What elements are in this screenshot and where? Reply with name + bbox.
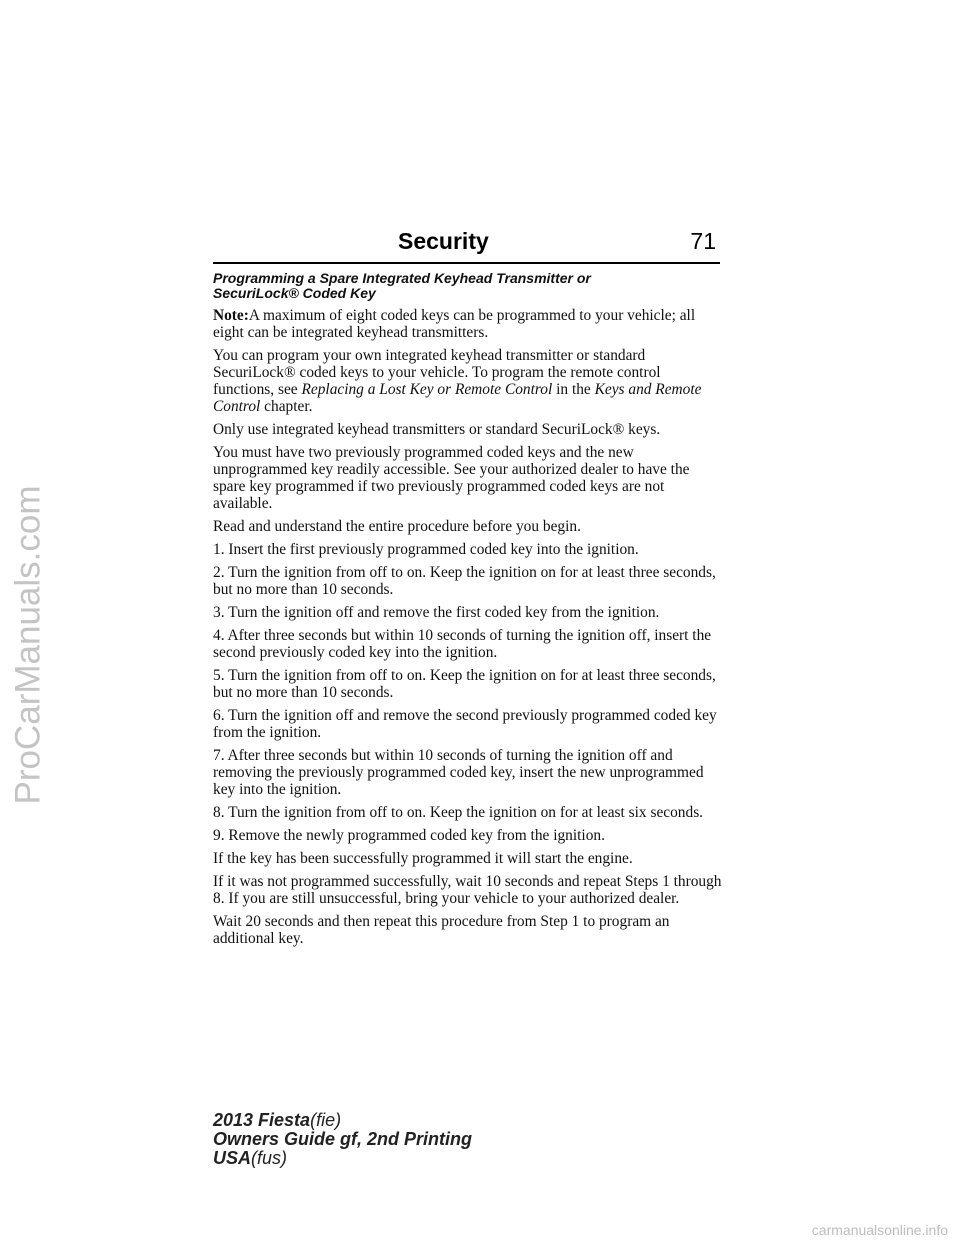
program-text-a: You can program your own integrated keyhead transmitter or standard SecuriLock® coded keys to your vehicle. To program the remote control functions, see (213, 347, 661, 398)
only-use-paragraph: Only use integrated keyhead transmitters or standard SecuriLock® keys. (213, 421, 661, 438)
note-label: Note: (213, 307, 249, 324)
step-5: 5. Turn the ignition from off to on. Keep the ignition on for at least three seconds, but no more than 10 seconds. (213, 667, 716, 701)
section-heading-line2: SecuriLock® Coded Key (213, 285, 376, 301)
footer-market: USA (213, 1148, 252, 1168)
section-heading (213, 271, 723, 301)
page-footer (213, 1111, 472, 1168)
program-text-end: chapter. (260, 398, 313, 415)
step-4: 4. After three seconds but within 10 seconds of turning the ignition off, insert the second previously coded key into the ignition. (213, 627, 712, 661)
step-3: 3. Turn the ignition off and remove the first coded key from the ignition. (213, 604, 660, 621)
footer-line-3 (213, 1149, 472, 1168)
bottom-watermark: carmanualsonline.info (811, 1222, 948, 1238)
footer-market-code: (fus) (251, 1148, 288, 1168)
footer-line-2: Owners Guide gf, 2nd Printing (213, 1129, 473, 1149)
step-9: 9. Remove the newly programmed coded key from the ignition. (213, 827, 605, 844)
page-header (213, 228, 720, 264)
program-text-mid: in the (552, 381, 595, 398)
footer-line-1 (213, 1111, 472, 1130)
note-text: A maximum of eight coded keys can be programmed to your vehicle; all eight can be integrated keyhead transmitters. (213, 307, 696, 341)
step-7: 7. After three seconds but within 10 seconds of turning the ignition off and removing the previously programmed coded key, insert the new unprogrammed key into the ignition. (213, 747, 704, 798)
failure-paragraph: If it was not programmed successfully, wait 10 seconds and repeat Steps 1 through 8. If you are still unsuccessful, bring your vehicle to your authorized dealer. (213, 873, 722, 907)
program-reference-2: Keys and Remote Control (213, 381, 702, 415)
page-number: 71 (690, 228, 716, 254)
read-first-paragraph: Read and understand the entire procedure before you begin. (213, 518, 581, 535)
page-title: Security (398, 228, 489, 254)
step-8: 8. Turn the ignition from off to on. Keep the ignition on for at least six seconds. (213, 804, 704, 821)
program-paragraph (213, 347, 723, 415)
side-watermark (2, 245, 54, 1045)
section-heading-line1: Programming a Spare Integrated Keyhead Transmitter or (213, 270, 591, 286)
footer-model: 2013 Fiesta (213, 1110, 311, 1130)
note-paragraph (213, 307, 723, 341)
step-1: 1. Insert the first previously programmed coded key into the ignition. (213, 541, 639, 558)
step-6: 6. Turn the ignition off and remove the second previously programmed coded key from the ignition. (213, 707, 717, 741)
additional-key-paragraph: Wait 20 seconds and then repeat this procedure from Step 1 to program an additional key. (213, 913, 670, 947)
page-content (213, 271, 723, 953)
success-paragraph: If the key has been successfully programmed it will start the engine. (213, 850, 633, 867)
footer-model-code: (fie) (310, 1110, 342, 1130)
requirements-paragraph: You must have two previously programmed coded keys and the new unprogrammed key readily accessible. See your authorized dealer to have the spare key programmed if two previously programmed coded keys are not available. (213, 444, 690, 512)
side-watermark-text: ProCarManuals.com (8, 485, 47, 805)
program-reference-1: Replacing a Lost Key or Remote Control (301, 381, 553, 398)
step-2: 2. Turn the ignition from off to on. Keep the ignition on for at least three seconds, but no more than 10 seconds. (213, 564, 716, 598)
